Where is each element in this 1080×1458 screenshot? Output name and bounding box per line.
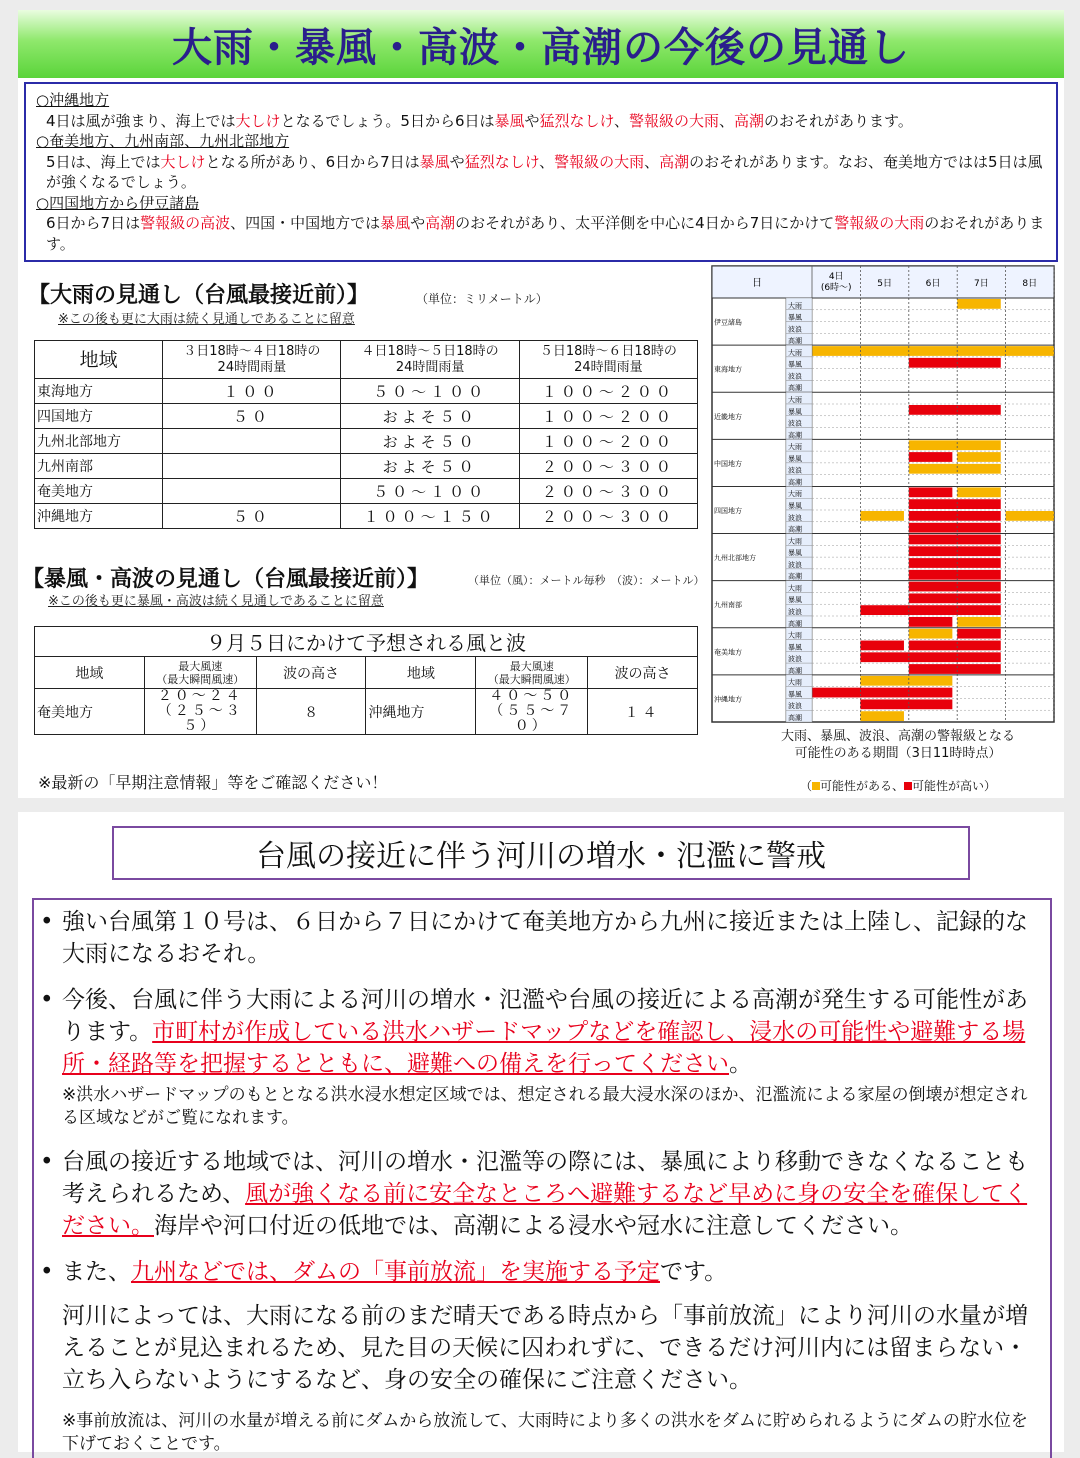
timeline-bar: [957, 487, 1001, 497]
hazard-map-note: ※洪水ハザードマップのもととなる洪水浸水想定区域では、想定される最大浸水深のほか、氾濫流による家屋の倒壊が想定される区域などがご覧になれます。: [62, 1085, 1028, 1128]
rain-section-title: 【大雨の見通し（台風最接近前）】: [28, 283, 370, 308]
rain-cell: ５０～１００: [341, 379, 519, 404]
outlook-title-banner: [18, 10, 1064, 78]
timeline-row-label: 暴風: [788, 596, 802, 605]
river-warning-card: [18, 812, 1064, 1452]
timeline-bar: [860, 699, 952, 709]
regional-summary: [24, 82, 1058, 262]
timeline-bar: [812, 346, 1054, 356]
summary-text-okinawa: 4日は風が強まり、海上では大しけとなるでしょう。5日から6日は暴風や猛烈なしけ、警報級の大雨、高潮のおそれがあります。: [46, 111, 913, 130]
timeline-region-label: 東海地方: [714, 365, 742, 374]
timeline-row-label: 高潮: [788, 478, 802, 487]
timeline-row-label: 暴風: [788, 549, 802, 558]
timeline-row-label: 高潮: [788, 431, 802, 440]
timeline-day-label: 8日: [1022, 279, 1038, 289]
timeline-row-label: 大雨: [788, 301, 802, 310]
table-row: [35, 689, 698, 735]
rain-cell: およそ５０: [341, 429, 519, 454]
timeline-row-label: 波浪: [788, 655, 802, 664]
timeline-row-label: 暴風: [788, 690, 802, 699]
river-warning-title: 台風の接近に伴う河川の増水・氾濫に警戒: [112, 826, 970, 880]
wind-header-speed: 最大風速 （最大瞬間風速）: [476, 657, 588, 689]
timeline-bar: [909, 535, 1001, 545]
legend-possible-swatch: [812, 782, 820, 790]
timeline-day-label: 6日: [925, 279, 941, 289]
wind-header-wave: 波の高さ: [256, 657, 366, 689]
summary-region-shikoku-izu: ○四国地方から伊豆諸島: [36, 193, 200, 212]
timeline-bar: [909, 464, 1001, 474]
rain-cell: 奄美地方: [35, 479, 163, 504]
wind-cell-wave: １４: [588, 689, 698, 735]
bullet-item: • また、九州などでは、ダムの「事前放流」を実施する予定です。: [40, 1259, 728, 1285]
wind-header-region: 地域: [366, 657, 476, 689]
wind-table: [34, 626, 698, 735]
rain-cell: 沖縄地方: [35, 504, 163, 529]
page-title: 大雨・暴風・高波・高潮の今後の見通し: [172, 24, 910, 71]
rain-cell: およそ５０: [341, 404, 519, 429]
timeline-bar: [957, 452, 1001, 462]
timeline-region-label: 九州北部地方: [714, 554, 756, 563]
hazard-map-advice: 市町村が作成している洪水ハザードマップなどを確認し、浸水の可能性や避難する場所・経路等を把握するとともに、避難への備えを行ってください: [62, 1019, 1026, 1077]
timeline-bar: [1006, 511, 1054, 521]
wind-section-title: 【暴風・高波の見通し（台風最接近前）】: [22, 567, 430, 592]
timeline-bar: [909, 358, 1001, 368]
rain-cell: １００～１５０: [341, 504, 519, 529]
timeline-bar: [909, 546, 1001, 556]
rain-cell: [163, 454, 341, 479]
dam-release-paragraph: 河川によっては、大雨になる前のまだ晴天である時点から「事前放流」により河川の水量が増えることが見込まれるため、見た目の天候に囚われずに、できるだけ河川内には留まらない・立ち入らないようにするなど、身の安全の確保にご注意ください。: [62, 1303, 1028, 1393]
timeline-row-label: 大雨: [788, 396, 802, 404]
timeline-row-label: 大雨: [788, 490, 802, 499]
wind-unit: （単位（風）：メートル毎秒 （波）：メートル）: [468, 574, 705, 587]
rain-cell: およそ５０: [341, 454, 519, 479]
rain-table-header: [35, 341, 698, 379]
timeline-bar: [909, 593, 1001, 603]
timeline-row-label: 暴風: [788, 454, 802, 463]
warning-timeline-chart: [712, 266, 1054, 722]
table-row: [35, 479, 698, 504]
timeline-bar: [860, 605, 1000, 615]
timeline-region-label: 奄美地方: [714, 648, 742, 657]
timeline-row-label: 波浪: [788, 608, 802, 616]
timeline-bar: [812, 688, 952, 698]
latest-info-note: ※最新の「早期注意情報」等をご確認ください！: [38, 773, 388, 792]
wind-cell-speed: ２０～２４ （２５～３５）: [144, 689, 256, 735]
timeline-row-label: 大雨: [788, 678, 802, 687]
timeline-bar: [909, 452, 953, 462]
timeline-bar: [909, 405, 1001, 415]
timeline-bar: [909, 523, 1001, 533]
timeline-bar: [909, 617, 953, 627]
timeline-row-label: 高潮: [788, 525, 802, 534]
rain-note: ※この後も更に大雨は続く見通しであることに留意: [58, 312, 355, 327]
timeline-row-label: 波浪: [788, 702, 802, 711]
timeline-row-label: 高潮: [788, 337, 802, 346]
timeline-caption-2: 可能性のある期間（3日11時時点）: [794, 746, 1002, 761]
rain-cell: 九州北部地方: [35, 429, 163, 454]
timeline-row-label: 暴風: [788, 407, 802, 416]
rain-cell: １００～２００: [519, 429, 697, 454]
timeline-row-label: 波浪: [788, 419, 802, 428]
wind-cell-wave: ８: [256, 689, 366, 735]
table-row: [35, 429, 698, 454]
timeline-day-label: 7日: [974, 279, 989, 289]
timeline-bar: [860, 511, 904, 521]
timeline-day-label: 5日: [877, 279, 892, 289]
wind-cell-region: 沖縄地方: [366, 689, 476, 735]
timeline-day-header: 日: [752, 278, 762, 289]
rain-cell: ５０: [163, 504, 341, 529]
timeline-bar: [957, 299, 1001, 309]
timeline-row-label: 暴風: [788, 313, 802, 322]
timeline-region-label: 伊豆諸島: [714, 318, 742, 327]
timeline-row-label: 波浪: [788, 466, 802, 475]
timeline-bar: [957, 629, 1001, 639]
timeline-row-label: 大雨: [788, 348, 802, 357]
rain-cell: [163, 479, 341, 504]
timeline-row-label: 波浪: [788, 325, 802, 334]
timeline-row-label: 高潮: [788, 714, 802, 722]
timeline-day-label: 4日: [828, 272, 844, 282]
rain-cell: ５０: [163, 404, 341, 429]
timeline-bar: [909, 641, 1001, 651]
rain-unit: （単位：ミリメートル）: [416, 292, 548, 306]
timeline-bar: [957, 617, 1001, 627]
rain-header-period2: ４日18時～５日18時の 24時間雨量: [341, 341, 519, 379]
wind-table-header: [35, 657, 698, 689]
timeline-row-label: 高潮: [788, 619, 802, 628]
timeline-region-label: 近畿地方: [714, 412, 742, 421]
outlook-card: [18, 10, 1064, 798]
timeline-bar: [909, 664, 1001, 674]
timeline-row-label: 大雨: [788, 443, 802, 452]
table-row: [35, 379, 698, 404]
timeline-row-label: 大雨: [788, 631, 802, 640]
rain-cell: １００～２００: [519, 379, 697, 404]
timeline-row-label: 波浪: [788, 560, 802, 569]
table-row: [35, 404, 698, 429]
timeline-bar: [909, 499, 1001, 509]
bullet-item: • 強い台風第１０号は、６日から７日にかけて奄美地方から九州に接近または上陸し、記録的な大雨になるおそれ。: [40, 909, 1028, 967]
timeline-bar: [860, 641, 904, 651]
timeline-row-label: 高潮: [788, 666, 802, 675]
timeline-region-label: 九州南部: [714, 601, 742, 610]
timeline-bar: [909, 629, 953, 639]
rain-cell: ２００～３００: [519, 504, 697, 529]
rain-cell: 九州南部: [35, 454, 163, 479]
timeline-bar: [860, 711, 904, 721]
wind-header-speed: 最大風速 （最大瞬間風速）: [144, 657, 256, 689]
summary-region-amami-kyushu: ○奄美地方、九州南部、九州北部地方: [36, 132, 290, 150]
rain-header-period3: ５日18時～６日18時の 24時間雨量: [519, 341, 697, 379]
timeline-bar: [909, 511, 1001, 521]
rain-cell: ５０～１００: [341, 479, 519, 504]
rain-table: [34, 340, 698, 529]
wind-cell-region: 奄美地方: [35, 689, 145, 735]
rain-cell: ２００～３００: [519, 454, 697, 479]
rain-cell: ２００～３００: [519, 479, 697, 504]
timeline-bar: [909, 487, 953, 497]
timeline-row-label: 波浪: [788, 513, 802, 522]
timeline-row-label: 暴風: [788, 643, 802, 652]
summary-region-okinawa: ○沖縄地方: [36, 91, 110, 109]
timeline-caption-1: 大雨、暴風、波浪、高潮の警報級となる: [780, 729, 1015, 744]
timeline-bar: [860, 652, 1000, 662]
dam-release-plan: 九州などでは、ダムの「事前放流」を実施する予定: [131, 1259, 660, 1285]
timeline-bar: [909, 570, 1001, 580]
timeline-region-label: 沖縄地方: [714, 695, 742, 704]
wind-cell-speed: ４０～５０ （５５～７０）: [476, 689, 588, 735]
timeline-bar: [909, 440, 1001, 450]
timeline-row-label: 大雨: [788, 537, 802, 546]
rain-cell: [163, 429, 341, 454]
rain-header-region: 地域: [35, 341, 163, 379]
wind-table-title: ９月５日にかけて予想される風と波: [35, 627, 698, 657]
wind-header-region: 地域: [35, 657, 145, 689]
timeline-row-label: 高潮: [788, 572, 802, 581]
rain-cell: １００～２００: [519, 404, 697, 429]
bullet-item: • 台風の接近する地域では、河川の増水・氾濫等の際には、暴風により移動できなくなることも考えられるため、風が強くなる前に安全なところへ避難するなど早めに身の安全を確保してください。海岸や河口付近の低地では、高潮による浸水や冠水に注意してください。: [40, 1149, 1028, 1239]
table-row: [35, 504, 698, 529]
timeline-row-label: 暴風: [788, 502, 802, 510]
timeline-row-label: 暴風: [788, 360, 802, 369]
table-row: [35, 454, 698, 479]
wind-header-wave: 波の高さ: [588, 657, 698, 689]
timeline-bar: [860, 676, 952, 686]
summary-text-amami-kyushu: 5日は、海上では大しけとなる所があり、6日から7日は暴風や猛烈なしけ、警報級の大雨、高潮のおそれがあります。なお、奄美地方ではは5日は風が強くなるでしょう。: [46, 152, 1043, 191]
rain-cell: 東海地方: [35, 379, 163, 404]
timeline-legend: （ 可能性がある、 可能性が高い）: [799, 779, 997, 793]
rain-header-period1: ３日18時～４日18時の 24時間雨量: [163, 341, 341, 379]
dam-release-note: ※事前放流は、河川の水量が増える前にダムから放流して、大雨時により多くの洪水をダムに貯められるようにダムの貯水位を下げておくことです。: [62, 1411, 1028, 1454]
timeline-row-label: 大雨: [788, 584, 802, 593]
timeline-row-label: 高潮: [788, 384, 802, 393]
rain-cell: 四国地方: [35, 404, 163, 429]
wind-note: ※この後も更に暴風・高波は続く見通しであることに留意: [48, 594, 384, 609]
evacuate-early-advice: 風が強くなる前に安全なところへ避難するなど早めに身の安全を確保してください。: [62, 1181, 1028, 1239]
summary-text-shikoku-izu: 6日から7日は警報級の高波、四国・中国地方では暴風や高潮のおそれがあり、太平洋側を中心に4日から7日にかけて警報級の大雨のおそれがあります。: [46, 214, 1045, 253]
bullet-item: • 今後、台風に伴う大雨による河川の増水・氾濫や台風の接近による高潮が発生する可能性があります。市町村が作成している洪水ハザードマップなどを確認し、浸水の可能性や避難する場所・経路等を把握するとともに、避難への備えを行ってください。: [40, 987, 1028, 1077]
timeline-day-label: (6時～): [820, 283, 852, 293]
timeline-bar: [909, 582, 1001, 592]
rain-cell: １００: [163, 379, 341, 404]
timeline-region-label: 中国地方: [714, 459, 742, 468]
timeline-region-label: 四国地方: [714, 507, 742, 515]
timeline-bar: [909, 558, 1001, 568]
legend-high-swatch: [904, 782, 912, 790]
timeline-row-label: 波浪: [788, 372, 802, 381]
